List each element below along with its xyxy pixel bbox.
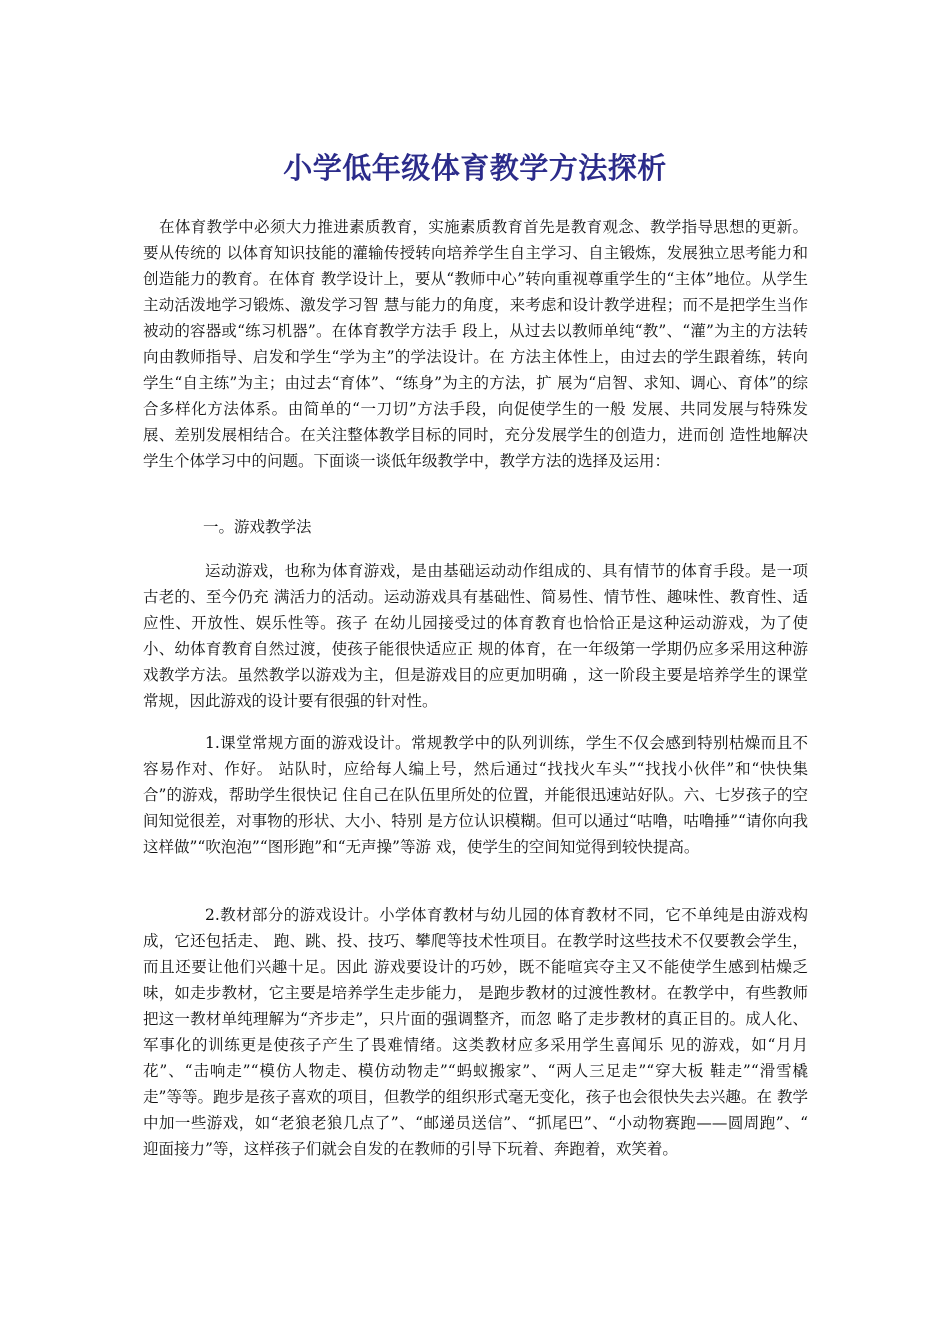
body-paragraph: 2.教材部分的游戏设计。小学体育教材与幼儿园的体育教材不同，它不单纯是由游戏构成，它还包括走、 跑、跳、投、技巧、攀爬等技术性项目。在教学时这些技术不仅要教会学生，而且还要让他们兴趣十足。因此 游戏要设计的巧妙，既不能喧宾夺主又不能使学生感到枯燥乏味，如走步教材，它主要是培养学生走步能力， 是跑步教材的过渡性教材。在教学中，有些教师把这一教材单纯理解为“齐步走”，只片面的强调整齐，而忽 略了走步教材的真正目的。成人化、军事化的训练更是使孩子产生了畏难情绪。这类教材应多采用学生喜闻乐 见的游戏，如“月月花”、“击响走”“模仿人物走、模仿动物走”“蚂蚁搬家”、“两人三足走”“穿大板 鞋走”“滑雪橇走”等等。跑步是孩子喜欢的项目，但教学的组织形式毫无变化，孩子也会很快失去兴趣。在 教学中加一些游戏，如“老狼老狼几点了”、“邮递员送信”、“抓尾巴”、“小动物赛跑——圆周跑”、“ 迎面接力”等，这样孩子们就会自发的在教师的引导下玩着、奔跑着，欢笑着。 — [143, 906, 808, 1158]
body-paragraph: 运动游戏，也称为体育游戏，是由基础运动动作组成的、具有情节的体育手段。是一项古老的、至今仍充 满活力的活动。运动游戏具有基础性、简易性、情节性、趣味性、教育性、适应性、开放性、娱乐性等。孩子 在幼儿园接受过的体育教育也恰恰正是这种运动游戏，为了使小、幼体育教育自然过渡，使孩子能很快适应正 规的体育，在一年级第一学期仍应多采用这种游戏教学方法。虽然教学以游戏为主，但是游戏目的应更加明确 ，这一阶段主要是培养学生的课堂常规，因此游戏的设计要有很强的针对性。 — [143, 562, 808, 710]
section-heading: 一。游戏教学法 — [203, 518, 312, 536]
intro-paragraph: 在体育教学中必须大力推进素质教育，实施素质教育首先是教育观念、教学指导思想的更新。要从传统的 以体育知识技能的灌输传授转向培养学生自主学习、自主锻炼，发展独立思考能力和创造能力的教育。在体育 教学设计上，要从“教师中心”转向重视尊重学生的“主体”地位。从学生主动活泼地学习锻炼、激发学习智 慧与能力的角度，来考虑和设计教学进程；而不是把学生当作被动的容器或“练习机器”。在体育教学方法手 段上，从过去以教师单纯“教”、“灌”为主的方法转向由教师指导、启发和学生“学为主”的学法设计。在 方法主体性上，由过去的学生跟着练，转向学生“自主练”为主；由过去“育体”、“练身”为主的方法，扩 展为“启智、求知、调心、育体”的综合多样化方法体系。由简单的“一刀切”方法手段，向促使学生的一般 发展、共同发展与特殊发展、差别发展相结合。在关注整体教学目标的同时，充分发展学生的创造力，进而创 造性地解决学生个体学习中的问题。下面谈一谈低年级教学中，教学方法的选择及运用： — [143, 218, 808, 470]
body-paragraph: 1.课堂常规方面的游戏设计。常规教学中的队列训练，学生不仅会感到特别枯燥而且不容易作对、作好。 站队时，应给每人编上号，然后通过“找找火车头”“找找小伙伴”和“快快集合”的游戏，帮助学生很快记 住自己在队伍里所处的位置，并能很迅速站好队。六、七岁孩子的空间知觉很差，对事物的形状、大小、特别 是方位认识模糊。但可以通过“咕噜，咕噜捶”“请你向我这样做”“吹泡泡”“图形跑”和“无声操”等游 戏，使学生的空间知觉得到较快提高。 — [143, 734, 808, 856]
page-title: 小学低年级体育教学方法探析 — [283, 151, 667, 185]
